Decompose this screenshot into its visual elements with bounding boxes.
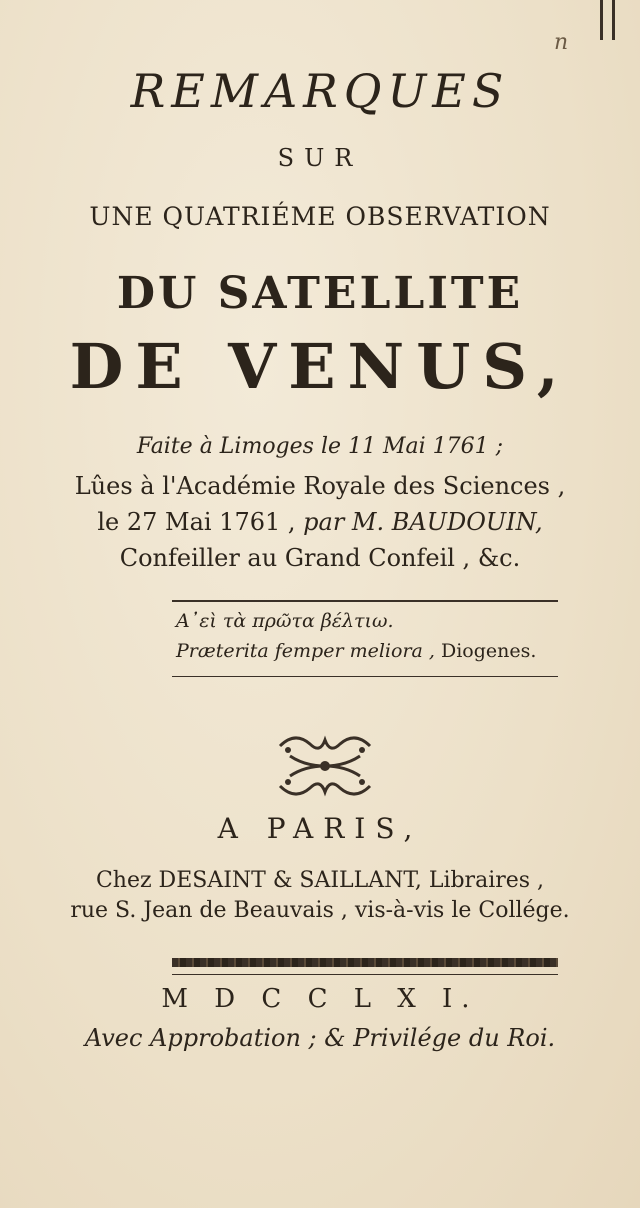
approbation-line: Avec Approbation ; & Privilége du Roi.: [84, 1024, 556, 1052]
observation-date: Faite à Limoges le 11 Mai 1761 ;: [136, 434, 504, 459]
reading-line: Lûes à l'Académie Royale des Sciences ,: [74, 472, 566, 500]
imprint-date: M D C C L X I.: [161, 984, 479, 1014]
page-edge-mark: [612, 0, 615, 40]
imprint-place: A PARIS,: [217, 812, 423, 845]
title-sur: SUR: [277, 144, 363, 172]
ornamental-band: [172, 958, 558, 967]
author-title: Confeiller au Grand Confeil , &c.: [119, 544, 521, 572]
epigraph-author: Diogenes.: [440, 640, 537, 662]
epigraph-rule-top: [172, 600, 558, 602]
publisher-line-2: rue S. Jean de Beauvais , vis-à-vis le Collége.: [70, 898, 570, 923]
publisher-line-1: Chez DESAINT & SAILLANT, Libraires ,: [95, 868, 545, 893]
epigraph-latin: [176, 640, 556, 662]
reading-date: le 27 Mai 1761 ,: [97, 508, 296, 536]
fleuron-ornament: [270, 726, 380, 806]
title-remarques: REMARQUES: [130, 64, 510, 118]
page-edge-mark: [600, 0, 603, 40]
title-quatrieme: UNE QUATRIÉME OBSERVATION: [89, 202, 551, 231]
date-rule: [172, 974, 558, 975]
epigraph-latin-text: Præterita femper meliora ,: [176, 640, 435, 662]
epigraph-greek: Α᾽εὶ τὰ πρῶτα βέλτιω.: [176, 610, 394, 632]
title-satellite: DU SATELLITE: [116, 268, 524, 319]
author-line: [0, 508, 640, 536]
title-venus: DE VENUS,: [69, 330, 571, 403]
epigraph-rule-bottom: [172, 676, 558, 677]
author-name: par M. BAUDOUIN,: [303, 508, 543, 536]
page-mark: n: [554, 30, 569, 55]
